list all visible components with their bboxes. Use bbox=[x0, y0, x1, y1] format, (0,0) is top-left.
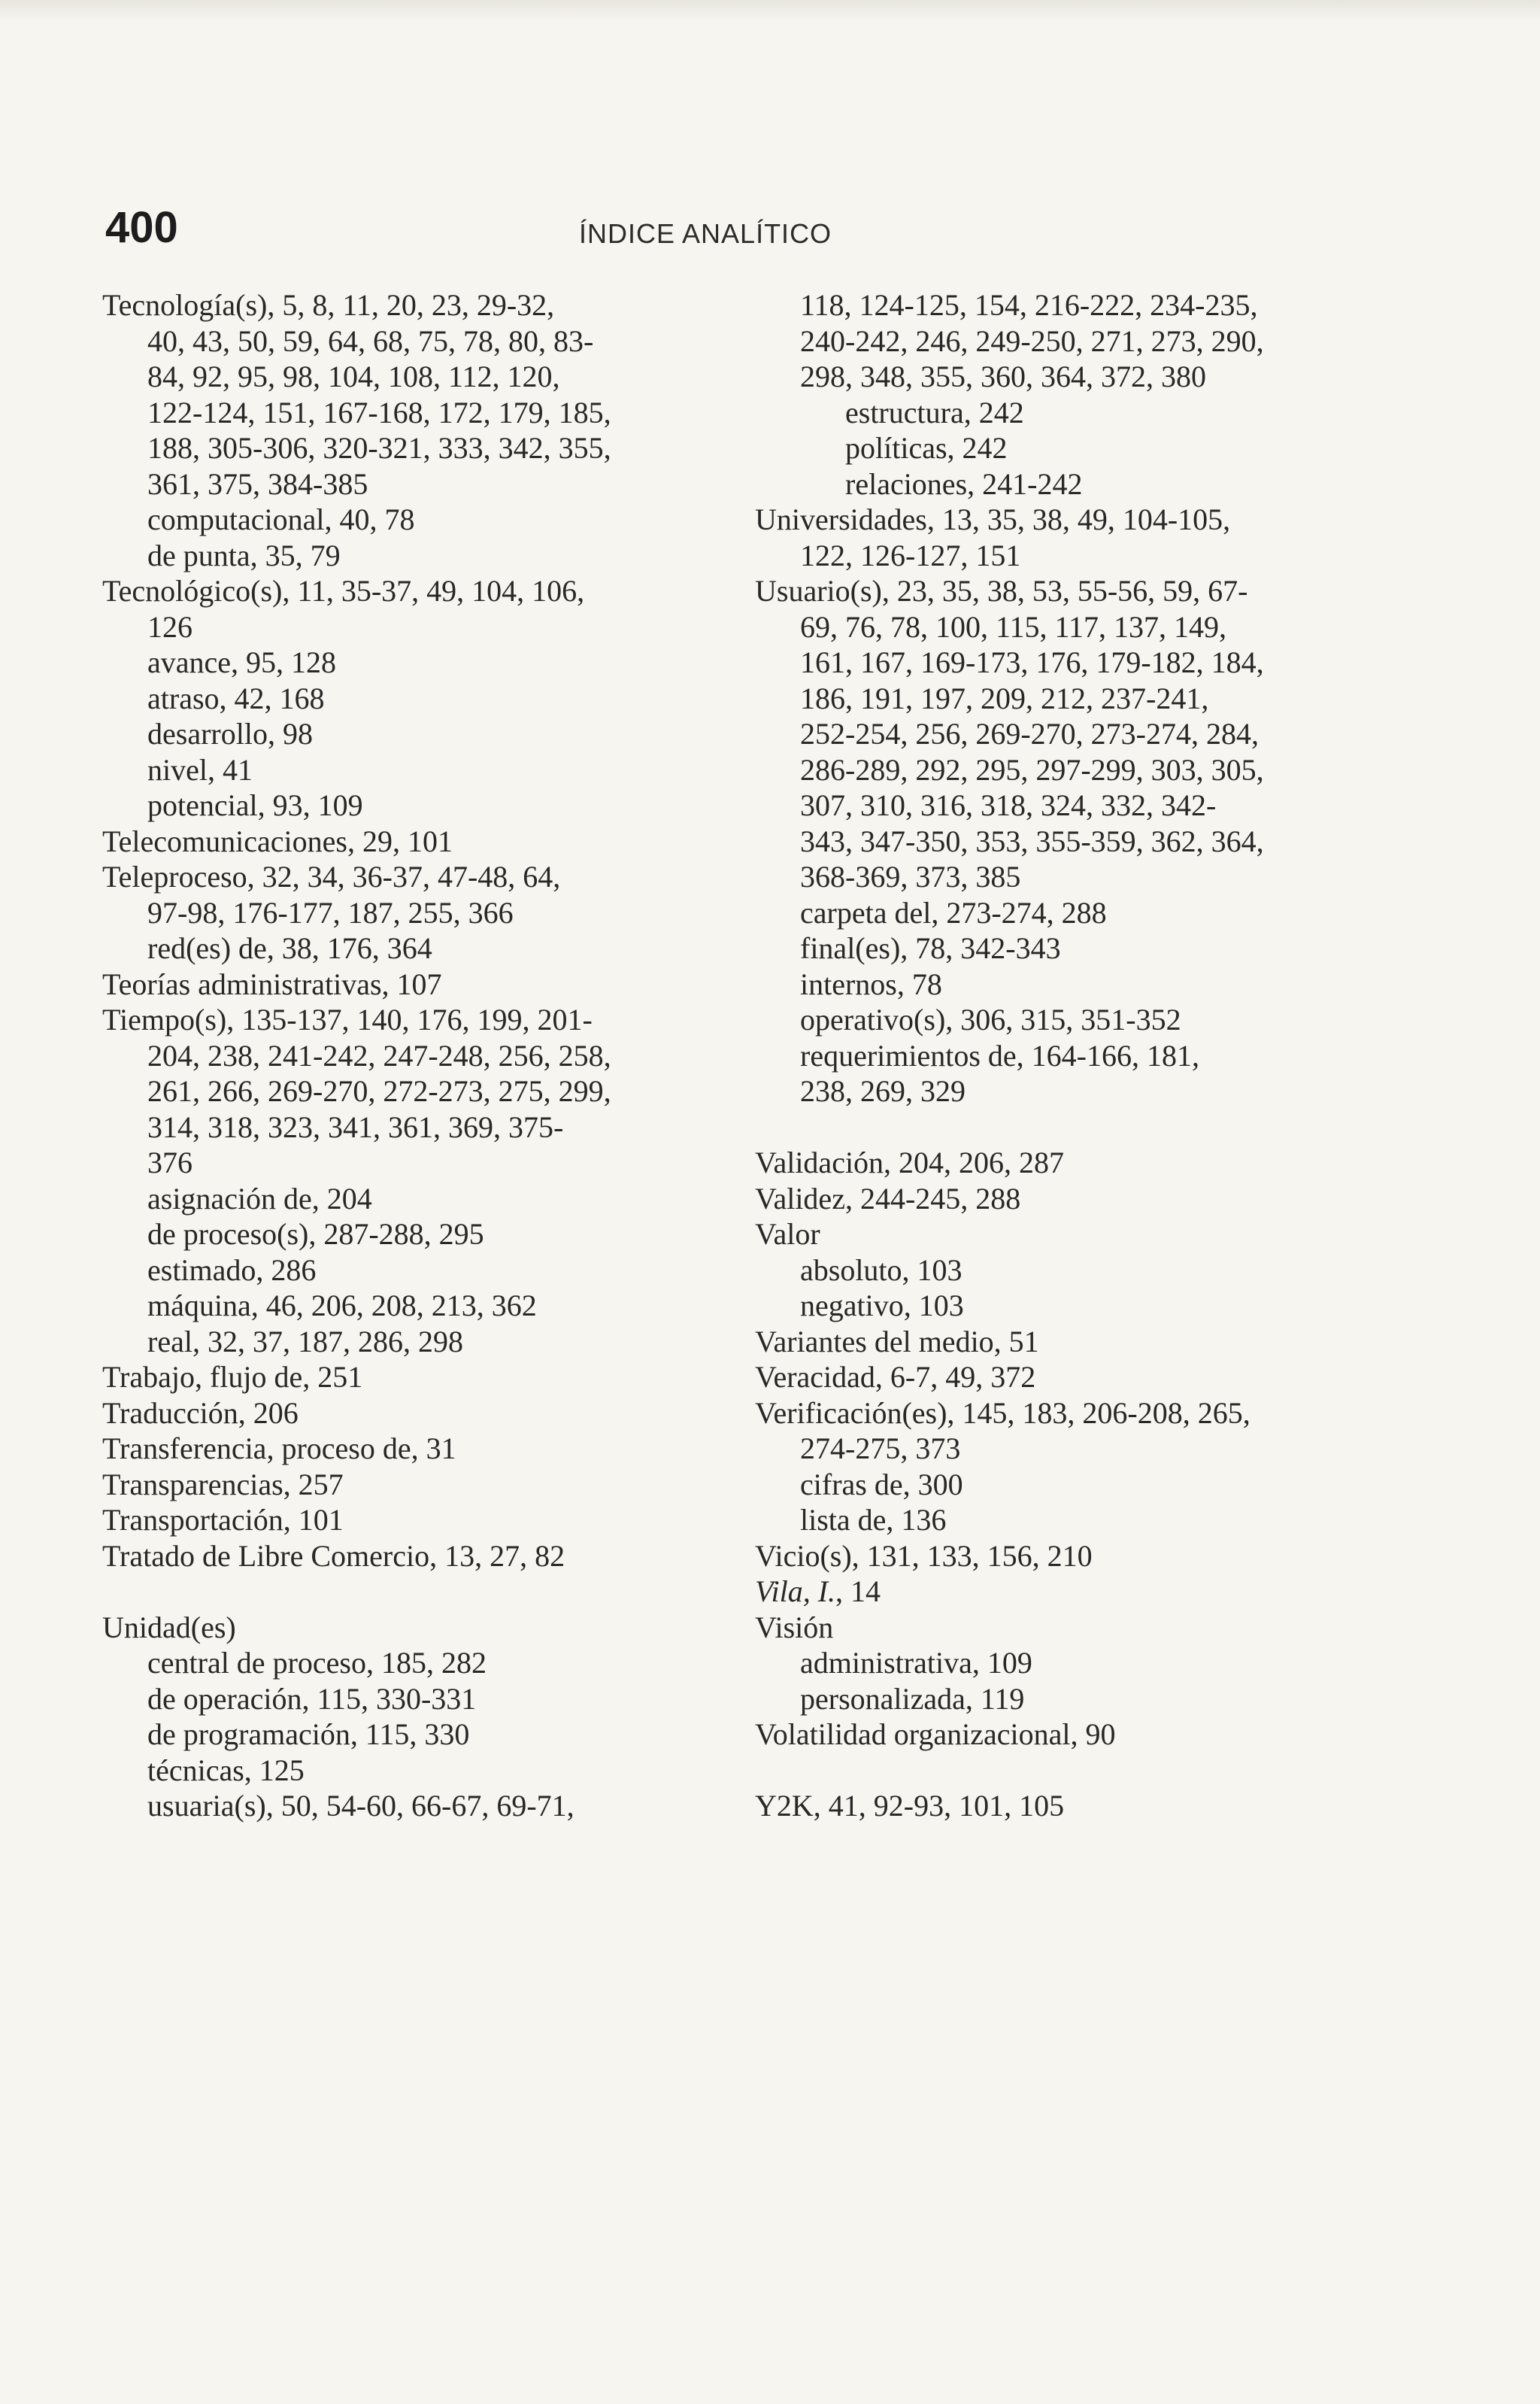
index-subentry: personalizada, 119 bbox=[800, 1681, 1025, 1716]
index-entry bbox=[102, 1502, 741, 1538]
index-subentry: usuaria(s), 50, 54-60, 66-67, 69-71, bbox=[147, 1789, 574, 1823]
index-entry bbox=[102, 1181, 741, 1217]
index-entry bbox=[755, 1788, 1432, 1824]
index-entry bbox=[102, 1002, 741, 1181]
index-entry bbox=[755, 1610, 1432, 1646]
index-heading-continuation: 122-124, 151, 167-168, 172, 179, 185, bbox=[147, 395, 611, 430]
index-subentry-continuation: 240-242, 246, 249-250, 271, 273, 290, bbox=[800, 323, 1264, 358]
index-heading: Traducción, 206 bbox=[102, 1395, 299, 1430]
index-entry bbox=[755, 1002, 1432, 1038]
index-heading-continuation: 376 bbox=[147, 1146, 192, 1179]
index-subentry: atraso, 42, 168 bbox=[147, 681, 325, 715]
index-subentry: asignación de, 204 bbox=[147, 1181, 372, 1216]
index-entry bbox=[755, 1681, 1432, 1717]
index-heading: Transportación, 101 bbox=[102, 1503, 344, 1537]
index-entry bbox=[755, 1073, 1432, 1109]
index-subentry: estimado, 286 bbox=[147, 1252, 317, 1287]
index-entry bbox=[102, 645, 741, 681]
index-heading-continuation: 69, 76, 78, 100, 115, 117, 137, 149, bbox=[800, 609, 1227, 644]
index-entry bbox=[755, 395, 1432, 431]
index-heading: Telecomunicaciones, 29, 101 bbox=[102, 824, 453, 858]
index-heading-continuation: 186, 191, 197, 209, 212, 237-241, bbox=[800, 681, 1209, 715]
index-entry bbox=[755, 930, 1432, 967]
index-heading: Valor bbox=[755, 1217, 820, 1251]
index-subentry: real, 32, 37, 187, 286, 298 bbox=[147, 1324, 463, 1358]
index-subentry: técnicas, 125 bbox=[147, 1753, 305, 1787]
index-heading: Vicio(s), 131, 133, 156, 210 bbox=[755, 1538, 1093, 1573]
index-entry bbox=[755, 1216, 1432, 1252]
index-entry bbox=[102, 1681, 741, 1717]
index-subentry: carpeta del, 273-274, 288 bbox=[800, 895, 1107, 930]
index-heading: Validez, 244-245, 288 bbox=[755, 1181, 1021, 1216]
index-entry bbox=[755, 1288, 1432, 1324]
index-subentry: de operación, 115, 330-331 bbox=[147, 1681, 477, 1716]
index-entry bbox=[102, 788, 741, 824]
index-entry bbox=[755, 430, 1432, 466]
index-subentry: de programación, 115, 330 bbox=[147, 1717, 470, 1751]
index-entry bbox=[755, 1574, 1432, 1610]
index-heading: Teleproceso, 32, 34, 36-37, 47-48, 64, bbox=[102, 860, 561, 894]
index-subentry-continuation: 118, 124-125, 154, 216-222, 234-235, bbox=[800, 288, 1258, 322]
index-heading: Unidad(es) bbox=[102, 1610, 236, 1644]
index-heading: Tecnológico(s), 11, 35-37, 49, 104, 106, bbox=[102, 574, 585, 608]
index-entry bbox=[102, 1538, 741, 1574]
index-heading-continuation: 314, 318, 323, 341, 361, 369, 375- bbox=[147, 1109, 564, 1144]
index-subentry: central de proceso, 185, 282 bbox=[147, 1646, 487, 1680]
index-entry bbox=[102, 1467, 741, 1503]
index-entry bbox=[102, 573, 741, 645]
index-entry bbox=[755, 1467, 1432, 1503]
index-entry bbox=[755, 359, 1432, 395]
index-heading: Teorías administrativas, 107 bbox=[102, 967, 442, 1001]
index-subentry-continuation: 298, 348, 355, 360, 364, 372, 380 bbox=[800, 360, 1206, 393]
index-heading: Validación, 204, 206, 287 bbox=[755, 1146, 1065, 1179]
index-subentry: nivel, 41 bbox=[147, 752, 253, 787]
index-subentry: negativo, 103 bbox=[800, 1289, 964, 1322]
index-entry bbox=[755, 1359, 1432, 1395]
entry-gap bbox=[755, 1109, 1432, 1146]
index-entry bbox=[755, 967, 1432, 1003]
index-entry bbox=[102, 967, 741, 1003]
index-heading-continuation: 188, 305-306, 320-321, 333, 342, 355, bbox=[147, 431, 611, 465]
index-subentry: final(es), 78, 342-343 bbox=[800, 931, 1061, 965]
index-heading: Visión bbox=[755, 1610, 834, 1644]
index-entry bbox=[102, 538, 741, 574]
index-heading-continuation: 361, 375, 384-385 bbox=[147, 466, 368, 501]
index-entry bbox=[102, 1395, 741, 1431]
index-heading: Variantes del medio, 51 bbox=[755, 1324, 1039, 1358]
index-entry bbox=[102, 824, 741, 860]
index-heading-continuation: 122, 126-127, 151 bbox=[800, 538, 1021, 572]
index-entry bbox=[755, 573, 1432, 895]
index-subentry: potencial, 93, 109 bbox=[147, 788, 363, 822]
index-subentry: lista de, 136 bbox=[800, 1503, 947, 1537]
index-heading-continuation: 368-369, 373, 385 bbox=[800, 860, 1021, 894]
index-entry bbox=[755, 1038, 1432, 1074]
index-entry bbox=[102, 502, 741, 538]
index-sub-subentry: relaciones, 241-242 bbox=[845, 466, 1083, 501]
index-heading: Usuario(s), 23, 35, 38, 53, 55-56, 59, 67- bbox=[755, 574, 1248, 608]
index-entry bbox=[102, 752, 741, 788]
index-entry bbox=[755, 1181, 1432, 1217]
index-subentry: red(es) de, 38, 176, 364 bbox=[147, 931, 432, 965]
index-column-right bbox=[755, 287, 1432, 1824]
index-entry bbox=[102, 716, 741, 752]
index-entry bbox=[102, 287, 741, 502]
index-heading-continuation: 274-275, 373 bbox=[800, 1431, 961, 1465]
index-entry bbox=[755, 1502, 1432, 1538]
entry-gap bbox=[755, 1753, 1432, 1789]
index-entry bbox=[102, 930, 741, 967]
index-entry bbox=[755, 1716, 1432, 1753]
index-entry bbox=[102, 1753, 741, 1789]
index-heading: Transferencia, proceso de, 31 bbox=[102, 1431, 456, 1465]
index-heading-continuation: 343, 347-350, 353, 355-359, 362, 364, bbox=[800, 824, 1264, 858]
index-heading: Transparencias, 257 bbox=[102, 1467, 344, 1501]
index-entry bbox=[102, 1610, 741, 1646]
index-subentry: requerimientos de, 164-166, 181, bbox=[800, 1038, 1199, 1073]
index-column-left bbox=[102, 287, 741, 1824]
index-subentry: avance, 95, 128 bbox=[147, 645, 337, 679]
index-entry bbox=[755, 502, 1432, 573]
index-entry bbox=[102, 1431, 741, 1467]
index-subentry: absoluto, 103 bbox=[800, 1252, 962, 1287]
index-sub-subentry: estructura, 242 bbox=[845, 395, 1024, 430]
page-number: 400 bbox=[105, 203, 178, 252]
page-top-edge bbox=[0, 0, 1540, 21]
index-entry bbox=[102, 1216, 741, 1252]
index-heading-continuation: 307, 310, 316, 318, 324, 332, 342- bbox=[800, 788, 1217, 822]
index-heading: Tiempo(s), 135-137, 140, 176, 199, 201- bbox=[102, 1003, 593, 1037]
index-heading: Veracidad, 6-7, 49, 372 bbox=[755, 1360, 1036, 1394]
index-entry bbox=[755, 1252, 1432, 1289]
index-subentry: desarrollo, 98 bbox=[147, 717, 313, 751]
index-subentry: cifras de, 300 bbox=[800, 1467, 963, 1501]
index-heading-continuation: 161, 167, 169-173, 176, 179-182, 184, bbox=[800, 645, 1264, 679]
index-entry bbox=[755, 323, 1432, 360]
index-entry bbox=[102, 1324, 741, 1360]
index-entry bbox=[755, 1538, 1432, 1574]
author-pages: , 14 bbox=[835, 1574, 881, 1608]
index-heading: Y2K, 41, 92-93, 101, 105 bbox=[755, 1789, 1065, 1823]
index-entry bbox=[102, 681, 741, 717]
author-name: Vila, I. bbox=[755, 1574, 836, 1608]
index-subentry: máquina, 46, 206, 208, 213, 362 bbox=[147, 1289, 537, 1322]
index-entry bbox=[102, 1288, 741, 1324]
index-subentry: operativo(s), 306, 315, 351-352 bbox=[800, 1003, 1181, 1037]
index-subentry: computacional, 40, 78 bbox=[147, 502, 415, 536]
index-entry bbox=[102, 1788, 741, 1824]
index-entry bbox=[755, 1145, 1432, 1181]
index-entry bbox=[755, 1645, 1432, 1681]
index-heading: Universidades, 13, 35, 38, 49, 104-105, bbox=[755, 502, 1231, 536]
index-sub-subentry: políticas, 242 bbox=[845, 431, 1008, 465]
index-heading-continuation: 97-98, 176-177, 187, 255, 366 bbox=[147, 895, 514, 930]
index-heading-continuation: 261, 266, 269-270, 272-273, 275, 299, bbox=[147, 1074, 611, 1108]
index-subentry: internos, 78 bbox=[800, 967, 942, 1001]
index-heading-continuation: 126 bbox=[147, 609, 192, 644]
index-heading-continuation: 84, 92, 95, 98, 104, 108, 112, 120, bbox=[147, 360, 560, 393]
index-entry bbox=[102, 859, 741, 930]
index-entry bbox=[755, 466, 1432, 502]
index-heading: Trabajo, flujo de, 251 bbox=[102, 1360, 363, 1394]
index-heading: Tecnología(s), 5, 8, 11, 20, 23, 29-32, bbox=[102, 288, 555, 322]
index-heading: Volatilidad organizacional, 90 bbox=[755, 1717, 1116, 1751]
index-entry bbox=[755, 895, 1432, 931]
index-entry bbox=[102, 1252, 741, 1289]
running-head: ÍNDICE ANALÍTICO bbox=[579, 218, 832, 249]
index-heading-continuation: 252-254, 256, 269-270, 273-274, 284, bbox=[800, 717, 1259, 751]
index-entry bbox=[102, 1716, 741, 1753]
index-entry bbox=[755, 1324, 1432, 1360]
index-heading: Tratado de Libre Comercio, 13, 27, 82 bbox=[102, 1538, 565, 1573]
index-heading-continuation: 40, 43, 50, 59, 64, 68, 75, 78, 80, 83- bbox=[147, 323, 594, 358]
index-entry bbox=[755, 1395, 1432, 1467]
index-subentry: de punta, 35, 79 bbox=[147, 538, 341, 572]
entry-gap bbox=[102, 1574, 741, 1610]
index-heading-continuation: 204, 238, 241-242, 247-248, 256, 258, bbox=[147, 1038, 611, 1073]
index-entry bbox=[755, 287, 1432, 323]
index-heading: Verificación(es), 145, 183, 206-208, 265, bbox=[755, 1395, 1250, 1430]
index-entry bbox=[102, 1359, 741, 1395]
index-author-entry bbox=[755, 1574, 1432, 1610]
index-subentry: de proceso(s), 287-288, 295 bbox=[147, 1217, 484, 1251]
index-subentry: 238, 269, 329 bbox=[800, 1074, 966, 1108]
index-entry bbox=[102, 1645, 741, 1681]
index-heading-continuation: 286-289, 292, 295, 297-299, 303, 305, bbox=[800, 752, 1264, 787]
index-subentry: administrativa, 109 bbox=[800, 1646, 1032, 1680]
